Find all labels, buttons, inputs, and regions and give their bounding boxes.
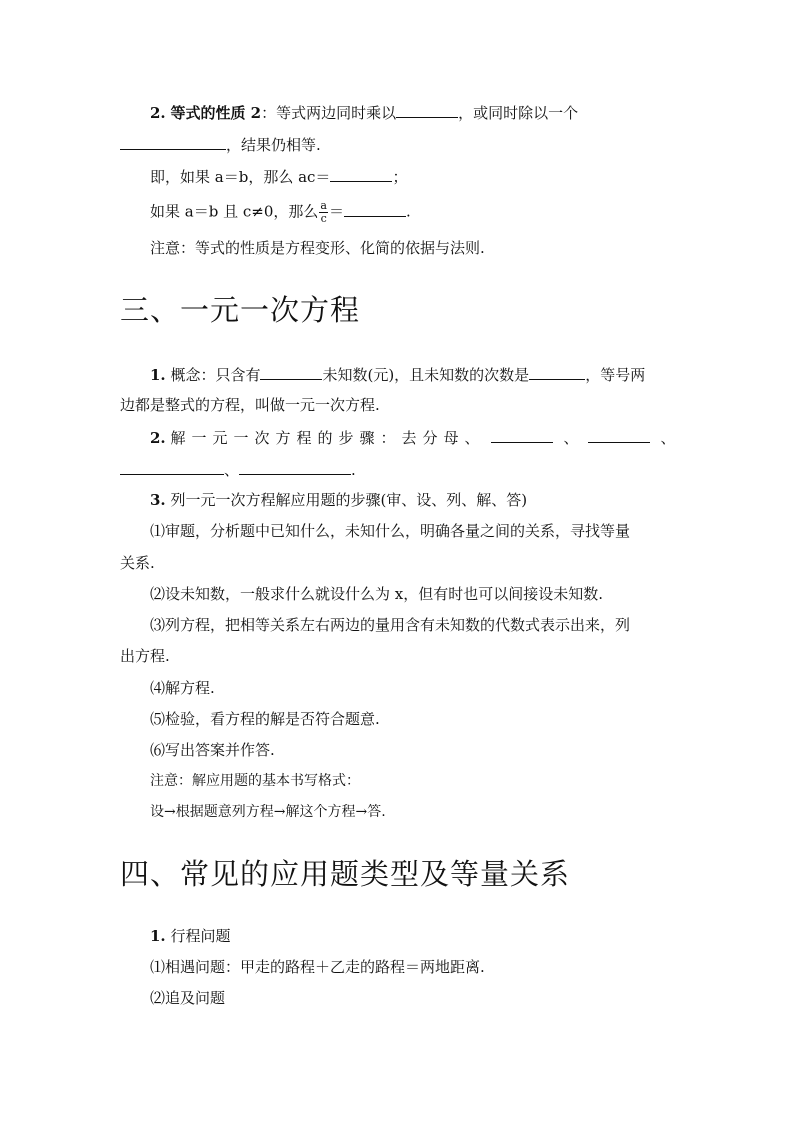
item-number: 3. — [150, 491, 166, 509]
item-1-title: 行程问题 — [170, 927, 231, 945]
property-2-line — [150, 102, 675, 123]
item-2-sep-2: 、 — [660, 429, 676, 447]
step-1-text-2: 关系. — [120, 554, 155, 572]
item-2-sep-1: 、 — [563, 429, 579, 447]
step-5-text: ⑸检验，看方程的解是否符合题意. — [150, 710, 380, 728]
item-1-text-b: 未知数(元)，且未知数的次数是 — [322, 366, 530, 384]
if-equals: ＝ — [328, 202, 344, 221]
blank-2 — [120, 134, 226, 150]
item-1-text-d: 边都是整式的方程，叫做一元一次方程. — [120, 396, 380, 414]
step-3-cont — [120, 646, 675, 666]
step-2-text: ⑵设未知数，一般求什么就设什么为 x，但有时也可以间接设未知数. — [150, 585, 603, 603]
section-4-item-1 — [150, 926, 675, 946]
application-note-text: 注意：解应用题的基本书写格式： — [150, 773, 360, 789]
section-4-sub-1 — [150, 957, 675, 977]
item-2-end: . — [351, 461, 356, 479]
item-2-label: 解一元一次方程的步骤：去分母、 — [170, 429, 486, 447]
property-2-line-2 — [120, 134, 675, 155]
section-4-heading: 四、常见的应用题类型及等量关系 — [120, 857, 571, 891]
fraction-a-over-c — [319, 200, 328, 225]
section-4-sub-2 — [150, 988, 675, 1008]
blank-9 — [120, 459, 224, 475]
meeting-problem-text: ⑴相遇问题：甲走的路程＋乙走的路程＝两地距离. — [150, 958, 485, 976]
if-line — [150, 200, 675, 225]
step-4 — [150, 678, 675, 698]
step-1 — [150, 521, 675, 541]
item-number: 1. — [150, 927, 166, 945]
blank-1 — [396, 102, 458, 118]
fraction-denominator: c — [320, 212, 327, 225]
blank-8 — [588, 427, 650, 443]
property-2-text: ：等式两边同时乘以 — [261, 104, 397, 122]
blank-6 — [529, 364, 585, 380]
step-5 — [150, 709, 675, 729]
property-note-text: 注意：等式的性质是方程变形、化简的依据与法则. — [150, 239, 485, 257]
property-2-title: 等式的性质 2 — [170, 104, 262, 122]
section-3-item-1 — [150, 364, 675, 385]
step-3 — [150, 615, 675, 635]
step-2 — [150, 584, 675, 604]
section-3-item-3 — [150, 490, 675, 510]
section-3-item-2 — [150, 427, 675, 448]
step-6 — [150, 740, 675, 760]
ie-end: ； — [392, 168, 408, 186]
ie-line — [150, 166, 675, 187]
item-3-text: 列一元一次方程解应用题的步骤(审、设、列、解、答) — [170, 491, 528, 509]
chase-problem-text: ⑵追及问题 — [150, 989, 226, 1007]
step-3-text-2: 出方程. — [120, 647, 170, 665]
item-1-text-a: 概念：只含有 — [170, 366, 261, 384]
blank-3 — [330, 166, 392, 182]
property-2-number: 2. — [150, 104, 166, 122]
application-format — [150, 802, 675, 822]
step-1-cont — [120, 553, 675, 573]
application-note — [150, 771, 675, 791]
step-1-text: ⑴审题，分析题中已知什么，未知什么，明确各量之间的关系，寻找等量 — [150, 522, 631, 540]
blank-10 — [239, 459, 351, 475]
section-3-heading: 三、一元一次方程 — [120, 293, 361, 327]
item-1-text-c: ，等号两 — [585, 366, 646, 384]
blank-4 — [344, 201, 406, 217]
property-note — [150, 238, 675, 258]
section-3-item-2-cont — [120, 459, 675, 480]
step-6-text: ⑹写出答案并作答. — [150, 741, 275, 759]
section-3-item-1-cont — [120, 395, 675, 415]
item-2-sep-3: 、 — [224, 461, 240, 479]
step-3-text: ⑶列方程，把相等关系左右两边的量用含有未知数的代数式表示出来，列 — [150, 616, 631, 634]
blank-7 — [491, 427, 553, 443]
if-end: . — [405, 202, 411, 221]
property-2-text-2: ，或同时除以一个 — [458, 104, 579, 122]
step-4-text: ⑷解方程. — [150, 679, 215, 697]
item-number: 2. — [150, 429, 166, 447]
application-format-text: 设→根据题意列方程→解这个方程→答. — [150, 804, 386, 820]
ie-text: 即，如果 a＝b，那么 ac＝ — [150, 168, 331, 186]
if-text: 如果 a＝b 且 c≠0，那么 — [150, 202, 319, 221]
fraction-numerator: a — [320, 199, 327, 212]
property-2-text-3: ，结果仍相等. — [226, 136, 321, 154]
blank-5 — [260, 364, 322, 380]
item-number: 1. — [150, 366, 166, 384]
